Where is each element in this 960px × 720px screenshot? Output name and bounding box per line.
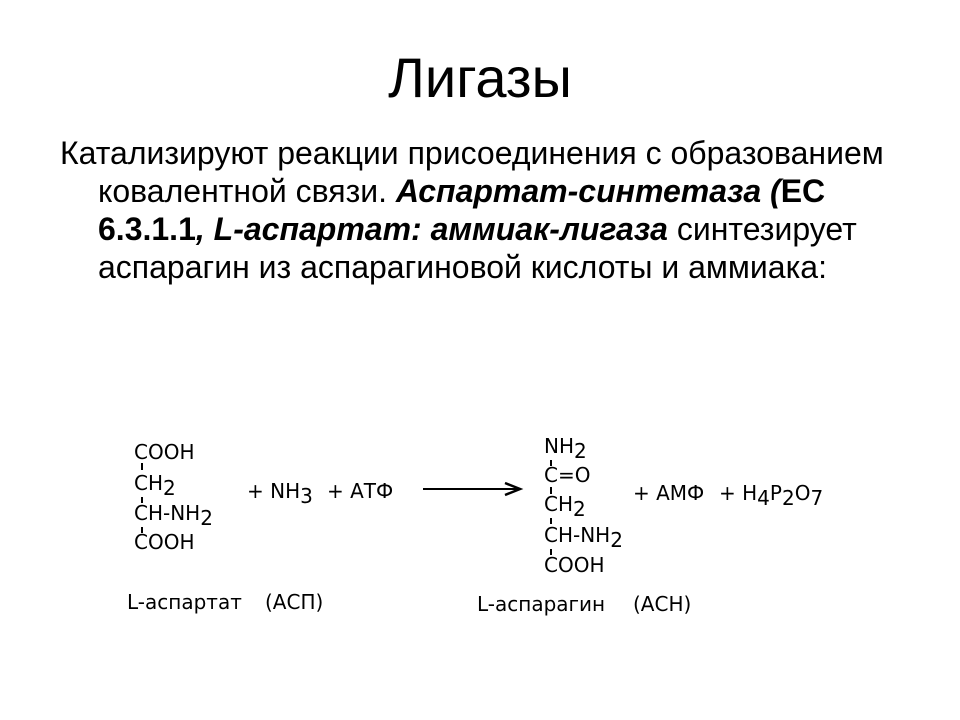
product-pyrophosphate: + H4P2O7 bbox=[719, 481, 824, 510]
aspartate-abbr: (АСП) bbox=[265, 590, 324, 614]
asparagine-carbonyl: C=O bbox=[544, 463, 591, 487]
asparagine-label: L-аспарагин bbox=[477, 592, 606, 616]
ec-number: ЕС 6.3.1.1 bbox=[98, 173, 826, 247]
aspartate-structure bbox=[134, 440, 213, 554]
asparagine-cooh: COOH bbox=[544, 553, 605, 577]
enzyme-name: Аспартат-синтетаза ( bbox=[395, 173, 781, 209]
asparagine-ch2: CH2 bbox=[544, 492, 586, 521]
body-intro-text: Катализируют реакции присоединения с образованием ковалентной связи. bbox=[60, 135, 884, 209]
asparagine-nh2: NH2 bbox=[544, 434, 587, 463]
asparagine-abbr: (АСН) bbox=[633, 592, 692, 616]
aspartate-cooh-bottom: COOH bbox=[134, 530, 195, 554]
reagent-nh3: + NH3 bbox=[247, 479, 313, 508]
asparagine-ch-nh2: CH-NH2 bbox=[544, 523, 623, 552]
aspartate-ch-nh2: CH-NH2 bbox=[134, 501, 213, 530]
enzyme-systematic-name: , L-аспартат: аммиак-лигаза bbox=[195, 211, 668, 247]
slide-title: Лигазы bbox=[388, 46, 572, 109]
reagent-atf: + АТФ bbox=[327, 479, 394, 503]
reaction-arrow bbox=[423, 483, 520, 495]
aspartate-cooh-top: COOH bbox=[134, 440, 195, 464]
aspartate-ch2: CH2 bbox=[134, 471, 176, 500]
aspartate-label: L-аспартат bbox=[127, 590, 242, 614]
product-amf: + АМФ bbox=[633, 481, 705, 505]
asparagine-structure bbox=[544, 434, 623, 577]
body-rest-text: синтезирует аспарагин из аспарагиновой кислоты и аммиака: bbox=[98, 211, 857, 285]
